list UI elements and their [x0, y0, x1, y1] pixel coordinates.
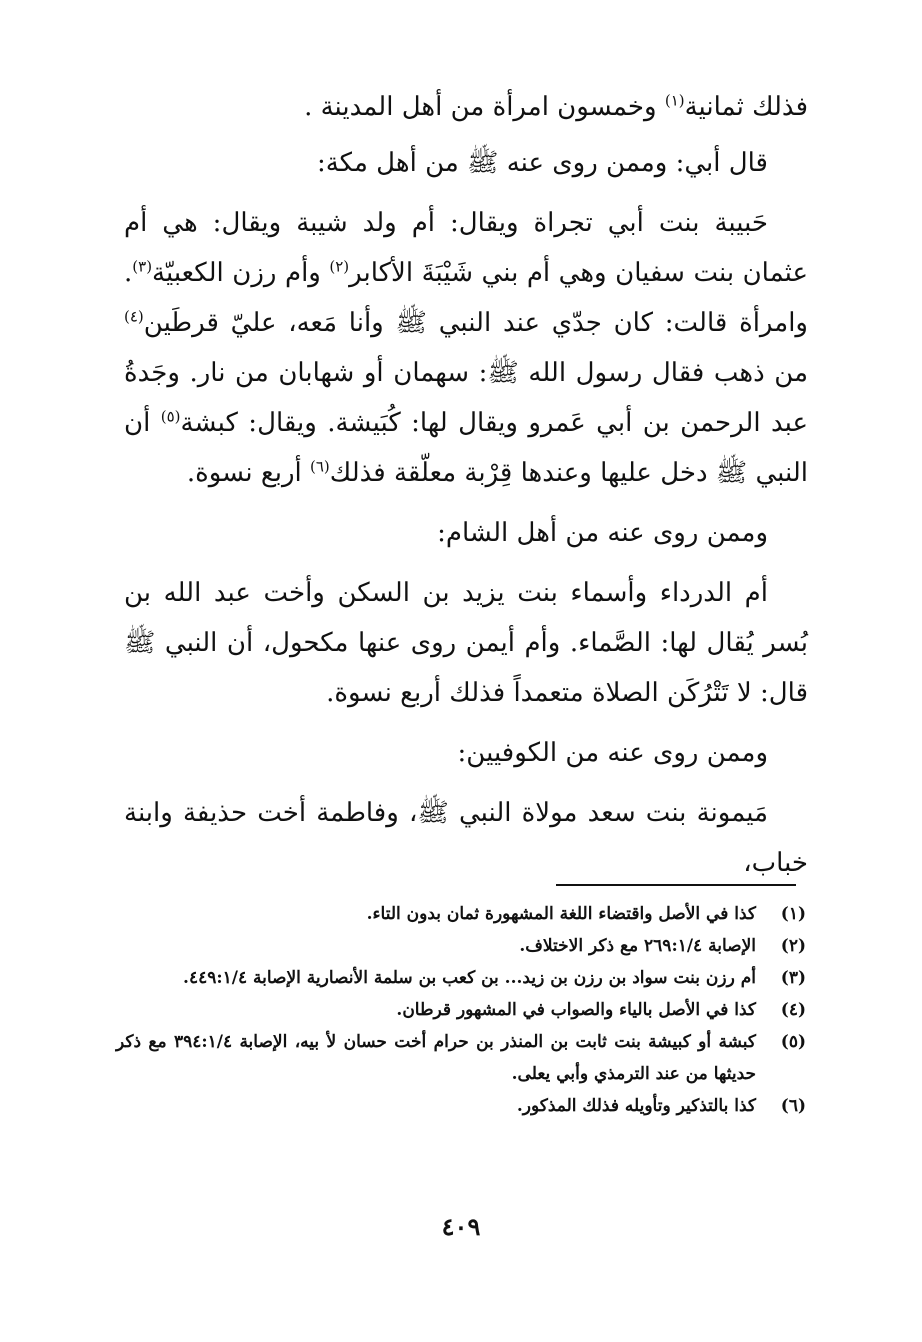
heading-sham: وممن روى عنه من أهل الشام:	[437, 518, 768, 548]
footnote-text: أم رزن بنت سواد بن رزن بن زيد... بن كعب بن سلمة الأنصارية الإصابة ٤٤٩:١/٤.	[183, 968, 756, 988]
footnote-text: كذا في الأصل بالياء والصواب في المشهور قرطان.	[396, 1000, 756, 1020]
footnote-number: (٦)	[780, 1096, 806, 1116]
text-run: أن النبي ﷺ دخل عليها وعندها قِرْبة معلّقة فذلك	[124, 408, 808, 488]
page-number: ٤٠٩	[441, 1212, 481, 1241]
footnote-number: (٥)	[780, 1032, 806, 1052]
paragraph-sham: أم الدرداء وأسماء بنت يزيد بن السكن وأخت عبد الله بن بُسر يُقال لها: الصَّماء. وأم أيمن روى عنها مكحول، أن النبي ﷺ قال: لا تَتْرُكَن الصلاة متعمداً فذلك أربع نسوة.	[124, 578, 808, 708]
paragraph-medina-count	[124, 82, 808, 132]
footnote-text: كذا بالتذكير وتأويله فذلك المذكور.	[516, 1096, 756, 1116]
footnote-ref-1[interactable]: (١)	[664, 91, 685, 110]
footnote-text: كبشة أو كبيشة بنت ثابت بن المنذر بن حرام أخت حسان لأ بيه، الإصابة ٣٩٤:١/٤ مع ذكر حديثها من عند الترمذي وأبي يعلى.	[116, 1032, 756, 1084]
footnote-number: (١)	[780, 904, 806, 924]
footnote-4	[116, 994, 806, 1026]
text-run: . وامرأة قالت: كان جدّي عند النبي ﷺ وأنا مَعه، عليّ قرطَين	[124, 258, 808, 338]
footnote-number: (٤)	[780, 1000, 806, 1020]
footnote-1	[116, 898, 806, 930]
footnote-text: كذا في الأصل واقتضاء اللغة المشهورة ثمان بدون التاء.	[366, 904, 756, 924]
text-run: وأم رزن الكعبيّة	[152, 258, 330, 288]
text-run: وخمسون امرأة من أهل المدينة .	[304, 92, 665, 122]
heading-kufa: وممن روى عنه من الكوفيين:	[457, 738, 768, 768]
footnote-5	[116, 1026, 806, 1090]
footnote-text: الإصابة ٢٦٩:١/٤ مع ذكر الاختلاف.	[519, 936, 756, 956]
footnote-6	[116, 1090, 806, 1122]
footnote-ref-2[interactable]: (٢)	[329, 257, 350, 276]
footnote-number: (٣)	[780, 968, 806, 988]
footnote-divider	[556, 884, 796, 886]
footnote-2	[116, 930, 806, 962]
footnote-ref-3[interactable]: (٣)	[132, 257, 153, 276]
text-run: من ذهب فقال رسول الله ﷺ: سهمان أو شهابان من نار. وجَدةُ عبد الرحمن بن أبي عَمرو ويقال لها: كُبَيشة. ويقال: كبشة	[124, 358, 808, 438]
footnotes-section	[116, 898, 806, 1122]
text-run: أربع نسوة.	[186, 458, 310, 488]
footnote-number: (٢)	[780, 936, 806, 956]
text-run: فذلك ثمانية	[684, 92, 808, 122]
footnote-ref-5[interactable]: (٥)	[160, 407, 181, 426]
heading-mecca: قال أبي: وممن روى عنه ﷺ من أهل مكة:	[316, 148, 768, 178]
text-run: حَبيبة بنت أبي تجراة ويقال: أم ولد شيبة ويقال: هي أم عثمان بنت سفيان وهي أم بني شَيْبَةَ الأكابر	[124, 208, 808, 288]
main-text	[124, 82, 808, 888]
paragraph-kufa: مَيمونة بنت سعد مولاة النبي ﷺ، وفاطمة أخت حذيفة وابنة خباب،	[124, 798, 808, 878]
footnote-ref-6[interactable]: (٦)	[310, 457, 330, 476]
footnote-3	[116, 962, 806, 994]
paragraph-mecca	[124, 198, 808, 498]
footnote-ref-4[interactable]: (٤)	[124, 307, 144, 326]
